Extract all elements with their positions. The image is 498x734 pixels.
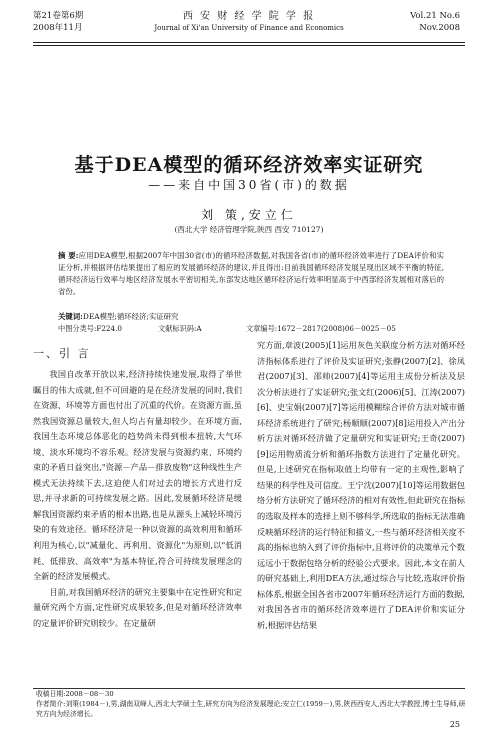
body-column-left [33,367,242,631]
footnote-rule [33,688,465,689]
page-number: 25 [449,720,460,729]
keywords-text: DEA模型;循环经济;实证研究 [82,312,179,321]
article-number: 文章编号:1672－2817(2008)06－0025－05 [246,324,396,333]
volume-en: Vol.21 No.6 [410,11,460,21]
paper-subtitle: ——来自中国30省(市)的数据 [148,178,350,192]
document-code: 文献标识码:A [158,324,202,333]
journal-name-en: Journal of Xi'an University of Finance and Economics [154,24,344,32]
journal-name-cn: 西 安 财 经 学 院 学 报 [182,11,316,22]
author-affiliation: (西北大学 经济管理学院,陕西 西安 710127) [174,225,324,234]
header-right [410,10,460,34]
paper-authors: 刘 策,安立仁 [201,208,297,222]
abstract-label: 摘 要: [58,251,79,260]
date-cn: 2008年11月 [33,23,83,33]
keywords [58,311,444,323]
running-header [0,10,498,50]
paragraph: 目前,对我国循环经济的研究主要集中在定性研究和定量研究两个方面,定性研究成果较多,但是对循环经济效率的定量评价研究则较少。在定量研 [33,586,242,628]
abstract [58,250,444,298]
abstract-text: 应用DEA模型,根据2007年中国30省(市)的循环经济数据,对我国各省(市)的循环经济效率进行了DEA评价和实证分析,并根据评估结果提出了相应的发展循环经济的建议,并且得出:目前我国循环经济发展呈现出区域不平衡的特征,循环经济运行效率与地区经济发展水平密切相关,东部发达地区循环经济运行效率明显高于中西部经济发展相对落后的省份。 [58,251,444,296]
paragraph: 我国自改革开放以来,经济持续快速发展,取得了举世瞩目的伟大成就,但不可回避的是在经济发展的同时,我们在资源、环境等方面也付出了沉重的代价。在资源方面,虽然我国资源总量较大,但人均占有量却较少。在环境方面,我国生态环境总体恶化的趋势尚未得到根本扭转,大气环境、淡水环境均不容乐观。经济发展与资源约束、环境约束的矛盾日益突出,"资源－产品－排放废物"这种线性生产模式无法持续下去,这迫使人们对过去的增长方式进行反思,并寻求新的可持续发展之路。因此,发展循环经济是缓解我国资源约束矛盾的根本出路,也是从源头上减轻环境污染的有效途径。循环经济是一种以资源的高效利用和循环利用为核心,以"减量化、再利用、资源化"为原则,以"低消耗、低排放、高效率"为基本特征,符合可持续发展理念的全新的经济发展模式。 [33,369,242,582]
date-en: Nov.2008 [419,23,460,33]
body-column-right [257,338,465,633]
paragraph: 究方面,章波(2005)[1]运用灰色关联度分析方法对循环经济指标体系进行了评价及实证研究;张静(2007)[2]、徐凤君(2007)[3]、邵帅(2007)[4]等运用主成份分析法及层次分析法进行了实证研究;张文红(2006)[5]、江涛(2007)[6]、史宝娟(2007)[7]等运用模糊综合评价方法对城市循环经济系统进行了研究;杨顺顺(2007)[8]运用投入产出分析方法对循环经济做了定量研究和实证研究;王奇(2007)[9]运用物质流分析和循环指数方法进行了定量化研究。但是,上述研究在指标取值上均带有一定的主观性,影响了结果的科学性及可信度。王宁沈(2007)[10]等运用数据包络分析方法研究了循环经济的相对有效性,但此研究在指标的选取及样本的选择上则不够科学,所选取的指标无法准确反映循环经济的运行特征和描义,一些与循环经济相关度不高的指标也纳入到了评价指标中,且将评价的决策单元个数远远小于数据包络分析的经验公式要求。因此,本文在前人的研究基础上,利用DEA方法,通过综合与比较,选取评价指标体系,根据全国各省市2007年循环经济运行方面的数据,对我国各省市的循环经济效率进行了DEA评价和实证分析,根据评估结果 [257,340,465,630]
section-heading-introduction: 一、引 言 [33,347,91,360]
clc-number: 中图分类号:F224.0 [58,324,122,333]
classification-line [58,323,458,335]
header-rule-thick [33,42,465,43]
header-rule-thin [33,45,465,46]
paper-title: 基于DEA模型的循环经济效率实证研究 [74,154,424,176]
footnote-author-bio: 作者简介:刘策(1984－),男,湖南双峰人,西北大学硕士生,研究方向为经济发展理论;安立仁(1959－),男,陕西西安人,西北大学教授,博士生导师,研究方向为经济增长。 [36,700,466,718]
keywords-label: 关键词: [58,312,83,321]
footnote-received-date: 收稿日期:2008－08－30 [36,690,114,698]
volume-cn: 第21卷第6期 [33,11,84,21]
